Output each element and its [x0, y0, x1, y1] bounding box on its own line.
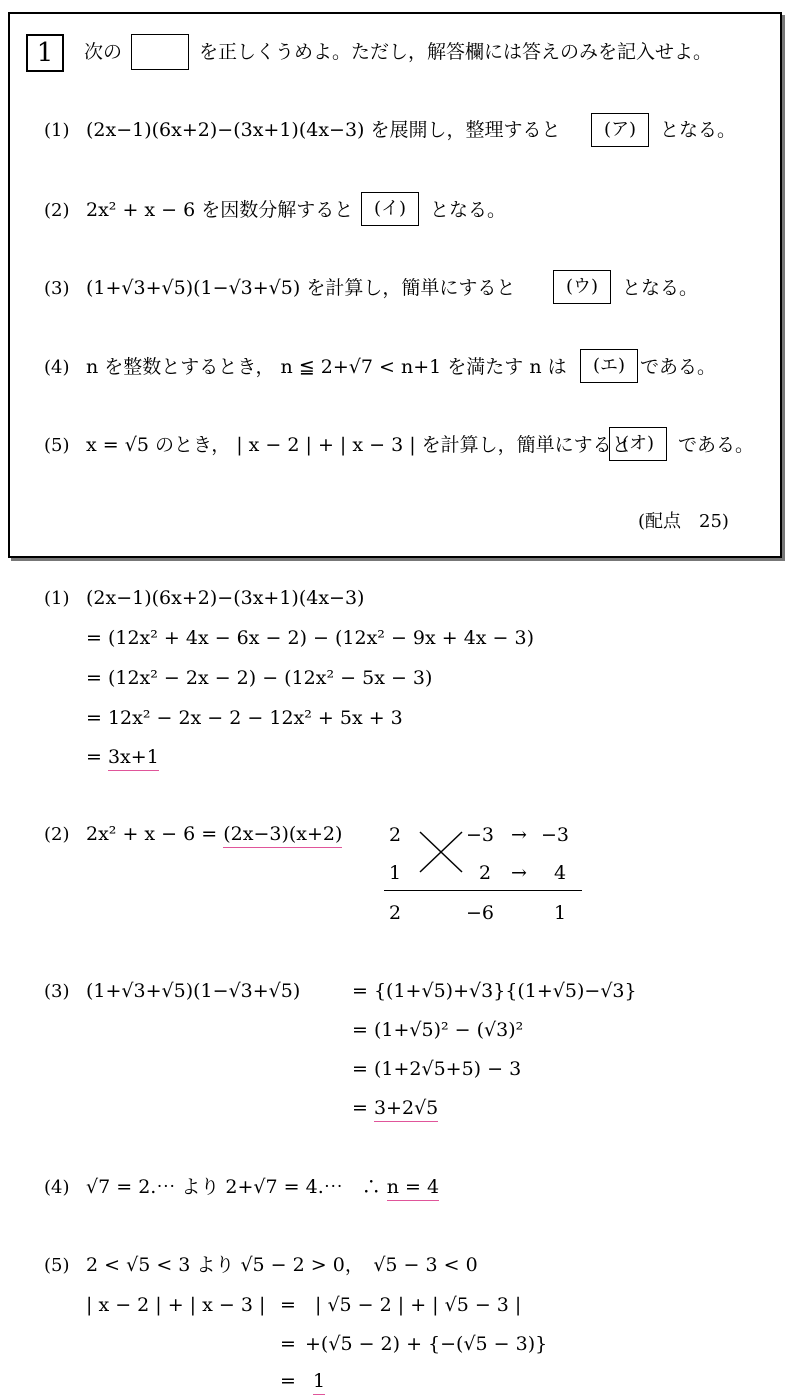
cross-r2-c2: 2 [479, 862, 492, 884]
sol-1-answer-prefix: = [86, 746, 108, 768]
cross-r3-c3: 1 [554, 902, 567, 924]
cross-r1-c1: 2 [389, 824, 402, 846]
item-2-number: (2) [44, 200, 70, 221]
answer-box-o: (オ) [609, 427, 667, 461]
item-4-number: (4) [44, 357, 70, 378]
sol-5-row-1: | √5 − 2 | + | √5 − 3 | [315, 1294, 522, 1316]
cross-lines-icon [418, 830, 464, 874]
item-5-number: (5) [44, 435, 70, 456]
item-4-text: n を整数とするとき， n ≦ 2+√7 < n+1 を満たす n は [86, 356, 567, 378]
cross-r2-arrow: → [511, 862, 527, 884]
sol-5-number: (5) [44, 1255, 70, 1276]
cross-r1-arrow: → [511, 824, 527, 846]
points-label: (配点 25) [638, 511, 729, 532]
sol-5-answer-value: 1 [313, 1370, 325, 1395]
item-1-text: (2x−1)(6x+2)−(3x+1)(4x−3) を展開し，整理すると [86, 119, 561, 141]
sol-1-answer-line [86, 748, 159, 767]
sol-4-number: (4) [44, 1177, 70, 1198]
sol-5-row-2: +(√5 − 2) + {−(√5 − 3)} [305, 1333, 548, 1355]
item-3-post: となる。 [622, 277, 699, 299]
sol-4-answer: n = 4 [387, 1176, 439, 1201]
answer-box-u: (ウ) [553, 270, 611, 304]
item-2-text: 2x² + x − 6 を因数分解すると [86, 199, 354, 221]
sol-1-answer: 3x+1 [108, 746, 159, 771]
sol-3-answer-prefix: = [352, 1097, 374, 1119]
sol-1-line-2: = (12x² + 4x − 6x − 2) − (12x² − 9x + 4x − 3) [86, 627, 535, 649]
answer-box-i: (イ) [361, 192, 419, 226]
answer-box-a: (ア) [591, 113, 649, 147]
sol-1-line-1: (2x−1)(6x+2)−(3x+1)(4x−3) [86, 587, 365, 609]
item-5-text: x = √5 のとき， | x − 2 | + | x − 3 | を計算し，簡単にすると [86, 434, 631, 456]
sol-4-text: √7 = 2.⋯ より 2+√7 = 4.⋯ ∴ [86, 1176, 387, 1198]
instruction-pre: 次の [84, 41, 123, 63]
sol-5-lhs: | x − 2 | + | x − 3 | [86, 1294, 266, 1316]
sol-3-line-2: = (1+√5)² − (√3)² [352, 1019, 524, 1041]
sol-2-answer: (2x−3)(x+2) [223, 823, 342, 848]
problem-number: 1 [26, 34, 64, 72]
instruction-post: を正しくうめよ。ただし，解答欄には答えのみを記入せよ。 [199, 41, 713, 63]
sol-2-lhs: 2x² + x − 6 = [86, 823, 224, 845]
sol-3-line-1: = {(1+√5)+√3}{(1+√5)−√3} [352, 980, 637, 1002]
item-4-post: である。 [640, 356, 717, 378]
sol-3-lhs: (1+√3+√5)(1−√3+√5) [86, 980, 301, 1002]
sol-3-answer-line [352, 1099, 438, 1118]
sol-5-eq-1: = [280, 1294, 296, 1316]
sol-5-eq-2: = [280, 1333, 296, 1355]
cross-sum-line [384, 890, 582, 891]
cross-r1-c2: −3 [466, 824, 495, 846]
sol-3-number: (3) [44, 981, 70, 1002]
sol-3-line-3: = (1+2√5+5) − 3 [352, 1058, 522, 1080]
item-1-number: (1) [44, 120, 70, 141]
sol-4-line [86, 1178, 439, 1197]
cross-r3-c2: −6 [466, 902, 495, 924]
cross-r2-c1: 1 [389, 862, 402, 884]
blank-box [131, 34, 189, 70]
sol-5-line-1: 2 < √5 < 3 より √5 − 2 > 0， √5 − 3 < 0 [86, 1254, 478, 1276]
item-3-number: (3) [44, 278, 70, 299]
sol-5-eq-3: = [280, 1370, 296, 1392]
cross-r2-c3: 4 [554, 862, 567, 884]
sol-1-line-4: = 12x² − 2x − 2 − 12x² + 5x + 3 [86, 707, 403, 729]
sol-2-line [86, 825, 342, 844]
sol-5-answer [313, 1372, 325, 1391]
item-1-post: となる。 [660, 119, 737, 141]
cross-r3-c1: 2 [389, 902, 402, 924]
item-2-post: となる。 [430, 199, 507, 221]
sol-1-number: (1) [44, 588, 70, 609]
item-5-post: である。 [678, 434, 755, 456]
cross-r1-c3: −3 [541, 824, 570, 846]
sol-3-answer: 3+2√5 [374, 1097, 438, 1122]
sol-2-number: (2) [44, 824, 70, 845]
answer-box-e: (エ) [580, 349, 638, 383]
sol-1-line-3: = (12x² − 2x − 2) − (12x² − 5x − 3) [86, 667, 433, 689]
item-3-text: (1+√3+√5)(1−√3+√5) を計算し，簡単にすると [86, 277, 516, 299]
